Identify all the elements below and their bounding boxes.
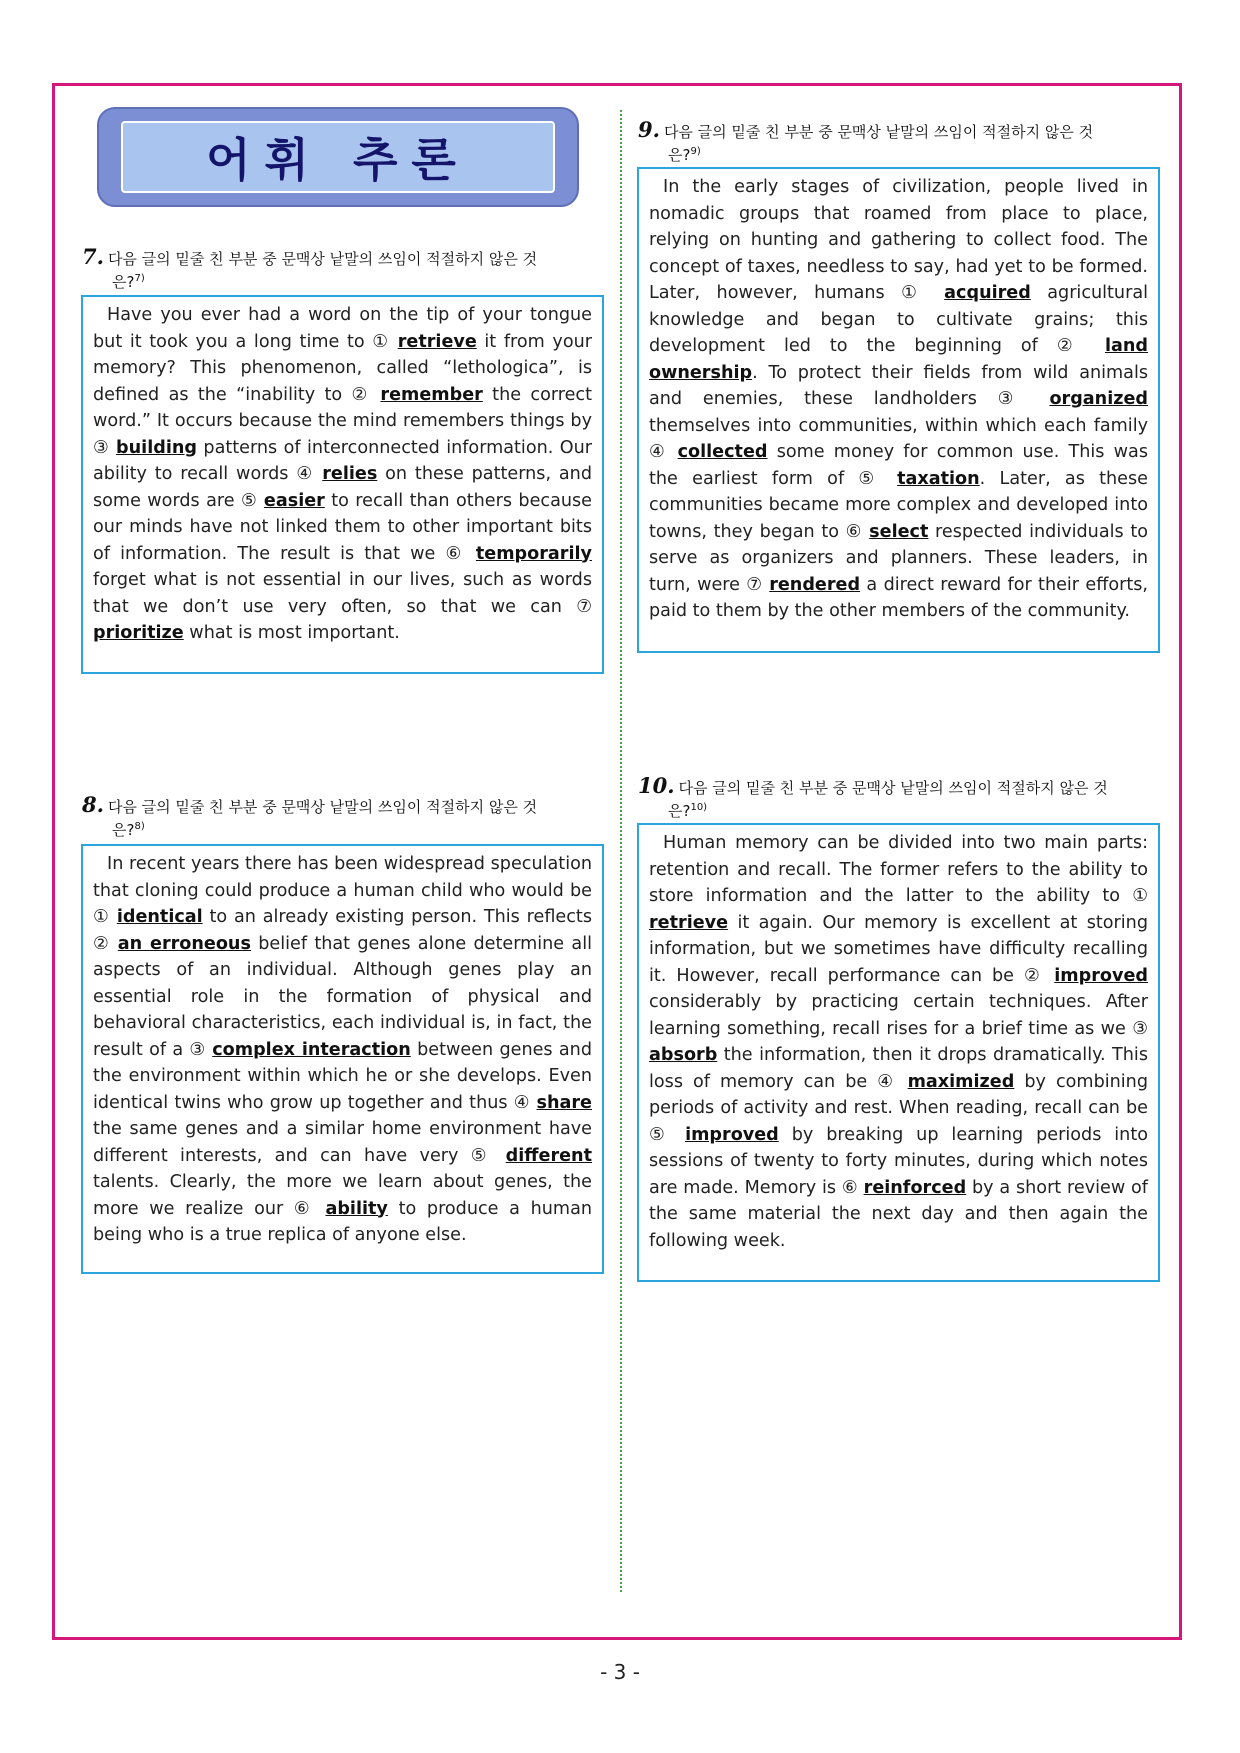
- question-9-prompt: [638, 117, 1158, 165]
- page-number: - 3 -: [600, 1660, 640, 1684]
- passage-box-7: [81, 295, 604, 674]
- underlined-word: relies: [322, 464, 378, 484]
- underlined-word: taxation: [897, 468, 980, 489]
- underlined-word: reinforced: [863, 1177, 967, 1198]
- underlined-word: share: [536, 1092, 592, 1113]
- underlined-word: different: [505, 1145, 592, 1166]
- footnote-mark: 7): [134, 273, 145, 284]
- underlined-word: complex interaction: [212, 1039, 411, 1060]
- underlined-word: an erroneous: [117, 933, 251, 954]
- question-7-prompt: [82, 244, 602, 292]
- underlined-word: select: [869, 521, 929, 542]
- underlined-word: organized: [1049, 389, 1148, 409]
- passage-box-9: [637, 167, 1160, 653]
- question-prompt-line1: 다음 글의 밑줄 친 부분 중 문맥상 낱말의 쓰임이 적절하지 않은 것: [107, 798, 538, 816]
- underlined-word: building: [116, 437, 197, 458]
- underlined-word: maximized: [907, 1071, 1015, 1092]
- question-prompt-line2: 은?: [112, 273, 135, 291]
- underlined-word: collected: [677, 442, 768, 462]
- question-prompt-line1: 다음 글의 밑줄 친 부분 중 문맥상 낱말의 쓰임이 적절하지 않은 것: [107, 250, 538, 268]
- question-prompt-line1: 다음 글의 밑줄 친 부분 중 문맥상 낱말의 쓰임이 적절하지 않은 것: [663, 123, 1094, 141]
- underlined-word: easier: [263, 490, 325, 511]
- footnote-mark: 10): [690, 802, 708, 813]
- underlined-word: acquired: [944, 283, 1031, 303]
- section-title: 어휘 추론: [206, 133, 470, 187]
- underlined-word: prioritize: [93, 623, 184, 643]
- underlined-word: ability: [325, 1198, 388, 1219]
- question-10-prompt: [638, 773, 1158, 821]
- question-8-prompt: [82, 792, 602, 840]
- question-prompt-line2: 은?: [668, 146, 691, 164]
- section-title-banner: [97, 107, 579, 207]
- underlined-word: remember: [380, 384, 483, 405]
- question-prompt-line1: 다음 글의 밑줄 친 부분 중 문맥상 낱말의 쓰임이 적절하지 않은 것: [678, 779, 1108, 797]
- footnote-mark: 9): [690, 146, 701, 157]
- underlined-word: temporarily: [475, 543, 592, 564]
- underlined-word: identical: [116, 907, 203, 927]
- footnote-mark: 8): [134, 821, 145, 832]
- passage-box-8: [81, 844, 604, 1274]
- question-prompt-line2: 은?: [112, 821, 135, 839]
- question-number: 9.: [638, 117, 660, 142]
- question-number: 10.: [638, 773, 675, 798]
- underlined-word: improved: [685, 1124, 779, 1145]
- passage-box-10: [637, 823, 1160, 1282]
- section-title-plate: [121, 121, 555, 193]
- passage-text: In the early stages of civilization, people lived in nomadic groups that roamed from place to place, relying on hunting and gathering to collect food. The concept of taxes, needless to say, had yet to be formed. Later, however, humans ① acquired agricultural knowledge and began to cultivate grains; this development led to the beginning of ② land ownership. To protect their fields from wild animals and enemies, these landholders ③ organized themselves into communities, within which each family ④ collected some money for common use. This was the earliest form of ⑤ taxation. Later, as these communities became more complex and developed into towns, they began to ⑥ select respected individuals to serve as organizers and planners. These leaders, in turn, were ⑦ rendered a direct reward for their efforts, paid to them by the other members of the community.: [649, 177, 1148, 621]
- question-number: 7.: [82, 244, 104, 269]
- passage-text: In recent years there has been widespread speculation that cloning could produce a human child who would be ① identical to an already existing person. This reflects ② an erroneous belief that genes alone determine all aspects of an individual. Although genes play an essential role in the formation of physical and behavioral characteristics, each individual is, in fact, the result of a ③ complex interaction between genes and the environment within which he or she develops. Even identical twins who grow up together and thus ④ share the same genes and a similar home environment have different interests, and can have very ⑤ different talents. Clearly, the more we learn about genes, the more we realize our ⑥ ability to produce a human being who is a true replica of anyone else.: [93, 854, 592, 1245]
- underlined-word: retrieve: [649, 912, 729, 933]
- underlined-word: retrieve: [397, 331, 477, 352]
- underlined-word: improved: [1054, 965, 1148, 986]
- passage-text: Human memory can be divided into two main parts: retention and recall. The former refers to the ability to store information and the latter to the ability to ① retrieve it again. Our memory is excellent at storing information, but we sometimes have difficulty recalling it. However, recall performance can be ② improved considerably by practicing certain techniques. After learning something, recall rises for a brief time as we ③ absorb the information, then it drops dramatically. This loss of memory can be ④ maximized by combining periods of activity and rest. When reading, recall can be ⑤ improved by breaking up learning periods into sessions of twenty to forty minutes, during which notes are made. Memory is ⑥ reinforced by a short review of the same material the next day and then again the following week.: [649, 833, 1148, 1251]
- passage-text: Have you ever had a word on the tip of your tongue but it took you a long time to ① retrieve it from your memory? This phenomenon, called “lethologica”, is defined as the “inability to ② remember the correct word.” It occurs because the mind remembers things by ③ building patterns of interconnected information. Our ability to recall words ④ relies on these patterns, and some words are ⑤ easier to recall than others because our minds have not linked them to other important bits of information. The result is that we ⑥ temporarily forget what is not essential in our lives, such as words that we don’t use very often, so that we can ⑦ prioritize what is most important.: [93, 305, 593, 643]
- question-prompt-line2: 은?: [668, 802, 691, 820]
- underlined-word: rendered: [769, 574, 861, 595]
- underlined-word: absorb: [649, 1045, 718, 1065]
- question-number: 8.: [82, 792, 104, 817]
- underlined-word: land ownership: [649, 336, 1148, 383]
- column-divider: [620, 110, 622, 1592]
